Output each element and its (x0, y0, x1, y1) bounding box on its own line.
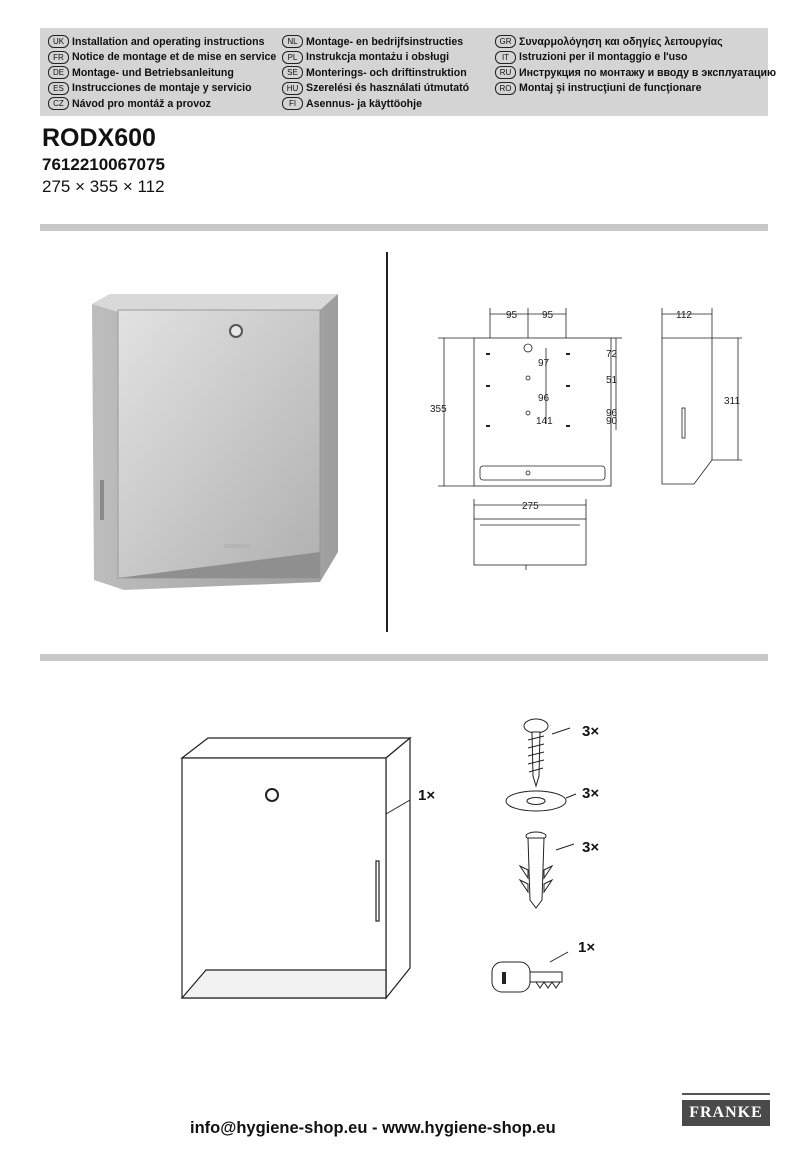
language-label: Istruzioni per il montaggio e l'uso (519, 51, 688, 64)
language-label: Instrukcja montażu i obsługi (306, 51, 450, 64)
key-icon (492, 962, 530, 992)
dim-label: 275 (522, 501, 539, 512)
language-item (48, 65, 276, 81)
language-label: Szerelési és használati útmutató (306, 82, 470, 95)
mounting-hole (526, 471, 530, 475)
language-code: RU (495, 66, 516, 79)
lock-icon (230, 325, 242, 337)
language-code: PL (282, 51, 303, 64)
quantity-label: 3× (582, 839, 600, 856)
bottom-view-drawing (468, 495, 598, 580)
contact-line: info@hygiene-shop.eu - www.hygiene-shop.eu (190, 1119, 556, 1137)
language-code: HU (282, 82, 303, 95)
language-code: IT (495, 51, 516, 64)
language-code: FR (48, 51, 69, 64)
front-view-drawing (430, 300, 630, 490)
section-divider (40, 224, 768, 231)
product-photo (88, 290, 358, 600)
language-item (48, 96, 276, 112)
dim-label: 97 (538, 358, 550, 369)
language-item (282, 50, 469, 66)
leader-line (566, 794, 576, 798)
column-divider (386, 252, 388, 632)
language-column-2 (282, 34, 469, 112)
section-divider (40, 654, 768, 661)
dim-label: 96 (606, 408, 618, 419)
language-label: Montaj şi instrucţiuni de funcţionare (519, 82, 702, 95)
language-label: Montage- en bedrijfsinstructies (306, 35, 464, 48)
quantity-label: 1× (418, 787, 436, 804)
language-code: CZ (48, 97, 69, 110)
language-label: Συναρμολόγηση και οδηγίες λειτουργίας (519, 35, 723, 48)
dim-label: 112 (676, 310, 692, 321)
language-item (495, 81, 776, 97)
language-item (495, 34, 776, 50)
dim-label: 51 (606, 375, 618, 386)
language-label: Instrucciones de montaje y servicio (72, 82, 252, 95)
product-name: RODX600 (42, 124, 156, 152)
language-code: UK (48, 35, 69, 48)
language-code: FI (282, 97, 303, 110)
language-label: Инструкция по монтажу и вводу в эксплуатацию (519, 66, 777, 79)
language-label: Návod pro montáž a provoz (72, 97, 211, 110)
language-label: Monterings- och driftinstruktion (306, 66, 467, 79)
leader-line (550, 952, 568, 962)
lock-hole (524, 344, 532, 352)
logo-rule (682, 1093, 770, 1095)
language-list (40, 28, 777, 116)
language-item (495, 65, 776, 81)
language-column-1 (48, 34, 276, 112)
wall-plug-part (514, 830, 614, 912)
quantity-label: 1× (578, 939, 596, 956)
language-item (48, 50, 276, 66)
language-code: DE (48, 66, 69, 79)
quantity-label: 3× (582, 723, 600, 740)
side-outline (662, 338, 712, 484)
language-label: Installation and operating instructions (72, 35, 265, 48)
screw-icon (524, 719, 548, 733)
language-label: Asennus- ja käyttöohje (306, 97, 422, 110)
language-item (48, 34, 276, 50)
dim-label: 311 (724, 396, 740, 407)
brand-plate (224, 544, 250, 548)
quantity-label: 3× (582, 785, 600, 802)
dispenser-top (92, 294, 338, 312)
article-number: 7612210067075 (42, 155, 165, 174)
language-item (495, 50, 776, 66)
key-part (490, 932, 610, 1002)
leader-line (556, 844, 574, 850)
dim-label: 90 (606, 416, 618, 427)
dispenser-outline-top (182, 738, 410, 758)
product-dimensions: 275 × 355 × 112 (42, 177, 165, 196)
dispenser-outline-side (386, 738, 410, 998)
dispenser-drawing (178, 736, 448, 1006)
language-code: NL (282, 35, 303, 48)
dim-label: 96 (538, 393, 550, 404)
language-code: RO (495, 82, 516, 95)
mounting-hole (526, 376, 530, 380)
language-item (48, 81, 276, 97)
language-code: SE (282, 66, 303, 79)
dispenser-outline-front (182, 758, 386, 998)
language-label: Montage- und Betriebsanleitung (72, 66, 234, 79)
level-window (100, 480, 104, 520)
language-item (282, 81, 469, 97)
leader-line (552, 728, 570, 734)
dim-label: 95 (542, 310, 554, 321)
side-view-drawing (650, 300, 760, 490)
bottom-outline (474, 519, 586, 565)
dim-label: 141 (536, 416, 553, 427)
language-label: Notice de montage et de mise en service (72, 51, 277, 64)
language-item (282, 34, 469, 50)
lock-icon (266, 789, 278, 801)
language-column-3 (495, 34, 776, 96)
dim-label: 72 (606, 349, 618, 360)
dim-label: 95 (506, 310, 518, 321)
language-item (282, 65, 469, 81)
dim-label: 355 (430, 404, 447, 415)
mounting-hole (526, 411, 530, 415)
language-item (282, 96, 469, 112)
language-code: ES (48, 82, 69, 95)
franke-logo: FRANKE (682, 1100, 770, 1126)
washer-part (500, 778, 610, 818)
dispenser-front (118, 310, 320, 578)
language-code: GR (495, 35, 516, 48)
